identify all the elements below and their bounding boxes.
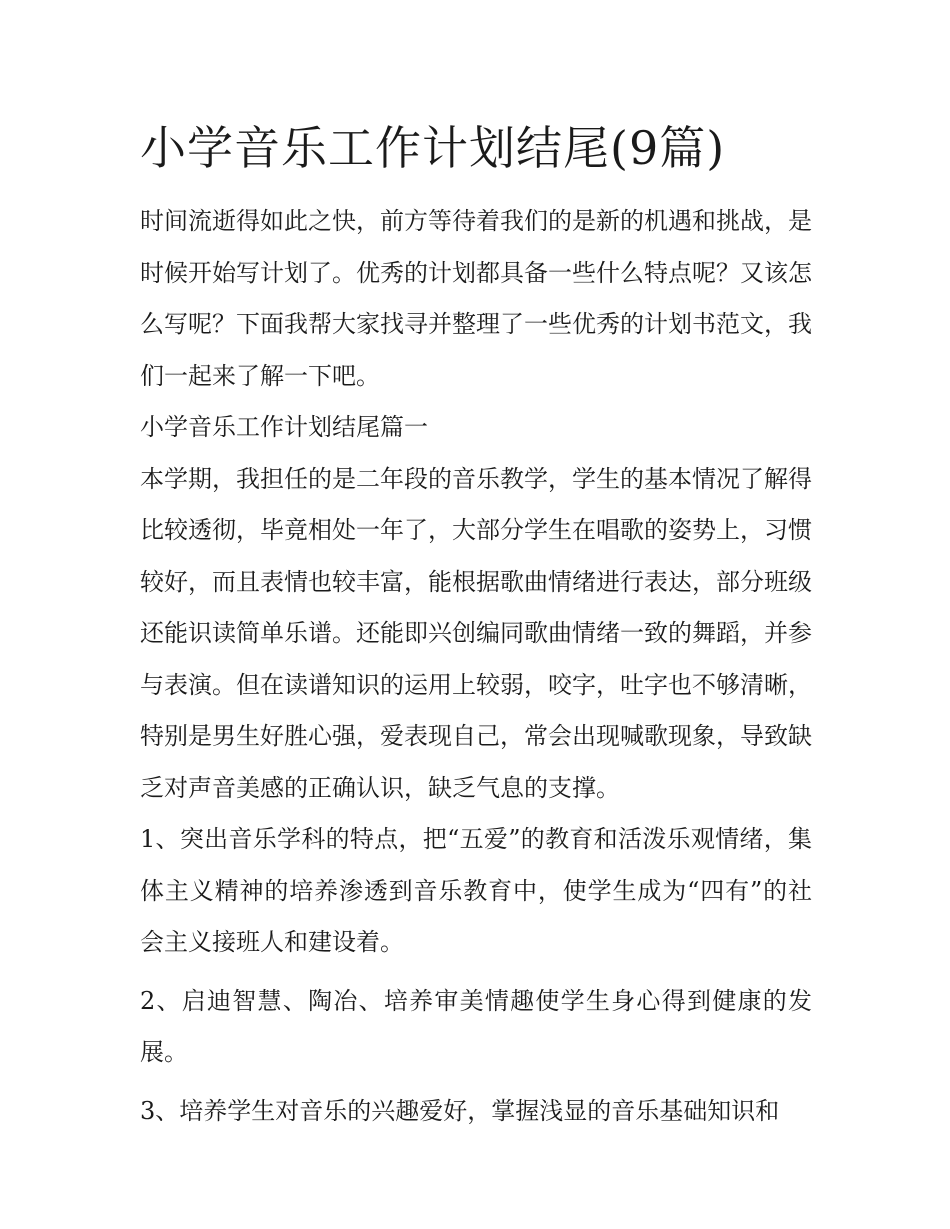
section-heading: 小学音乐工作计划结尾篇一 <box>140 413 428 441</box>
section-body-paragraph: 本学期，我担任的是二年段的音乐教学，学生的基本情况了解得比较透彻，毕竟相处一年了，大部分学生在唱歌的姿势上，习惯较好，而且表情也较丰富，能根据歌曲情绪进行表达，部分班级还能识读简单乐谱。还能即兴创编同歌曲情绪一致的舞蹈，并参与表演。但在读谱知识的运用上较弱，咬字，吐字也不够清晰，特别是男生好胜心强，爱表现自己，常会出现喊歌现象，导致缺乏对声音美感的正确认识，缺乏气息的支撑。 <box>140 464 812 802</box>
list-item-2: 2、启迪智慧、陶冶、培养审美情趣使学生身心得到健康的发展。 <box>140 986 812 1066</box>
intro-paragraph: 时间流逝得如此之快，前方等待着我们的是新的机遇和挑战，是时候开始写计划了。优秀的计划都具备一些什么特点呢？又该怎么写呢？下面我帮大家找寻并整理了一些优秀的计划书范文，我们一起来了解一下吧。 <box>140 207 812 390</box>
list-item-1: 1、突出音乐学科的特点，把“五爱”的教育和活泼乐观情绪，集体主义精神的培养渗透到音乐教育中，使学生成为“四有”的社会主义接班人和建设着。 <box>140 825 812 956</box>
document-body <box>140 196 812 1144</box>
document-title: 小学音乐工作计划结尾(9篇) <box>140 121 726 175</box>
list-item-3: 3、培养学生对音乐的兴趣爱好，掌握浅显的音乐基础知识和 <box>140 1096 780 1125</box>
